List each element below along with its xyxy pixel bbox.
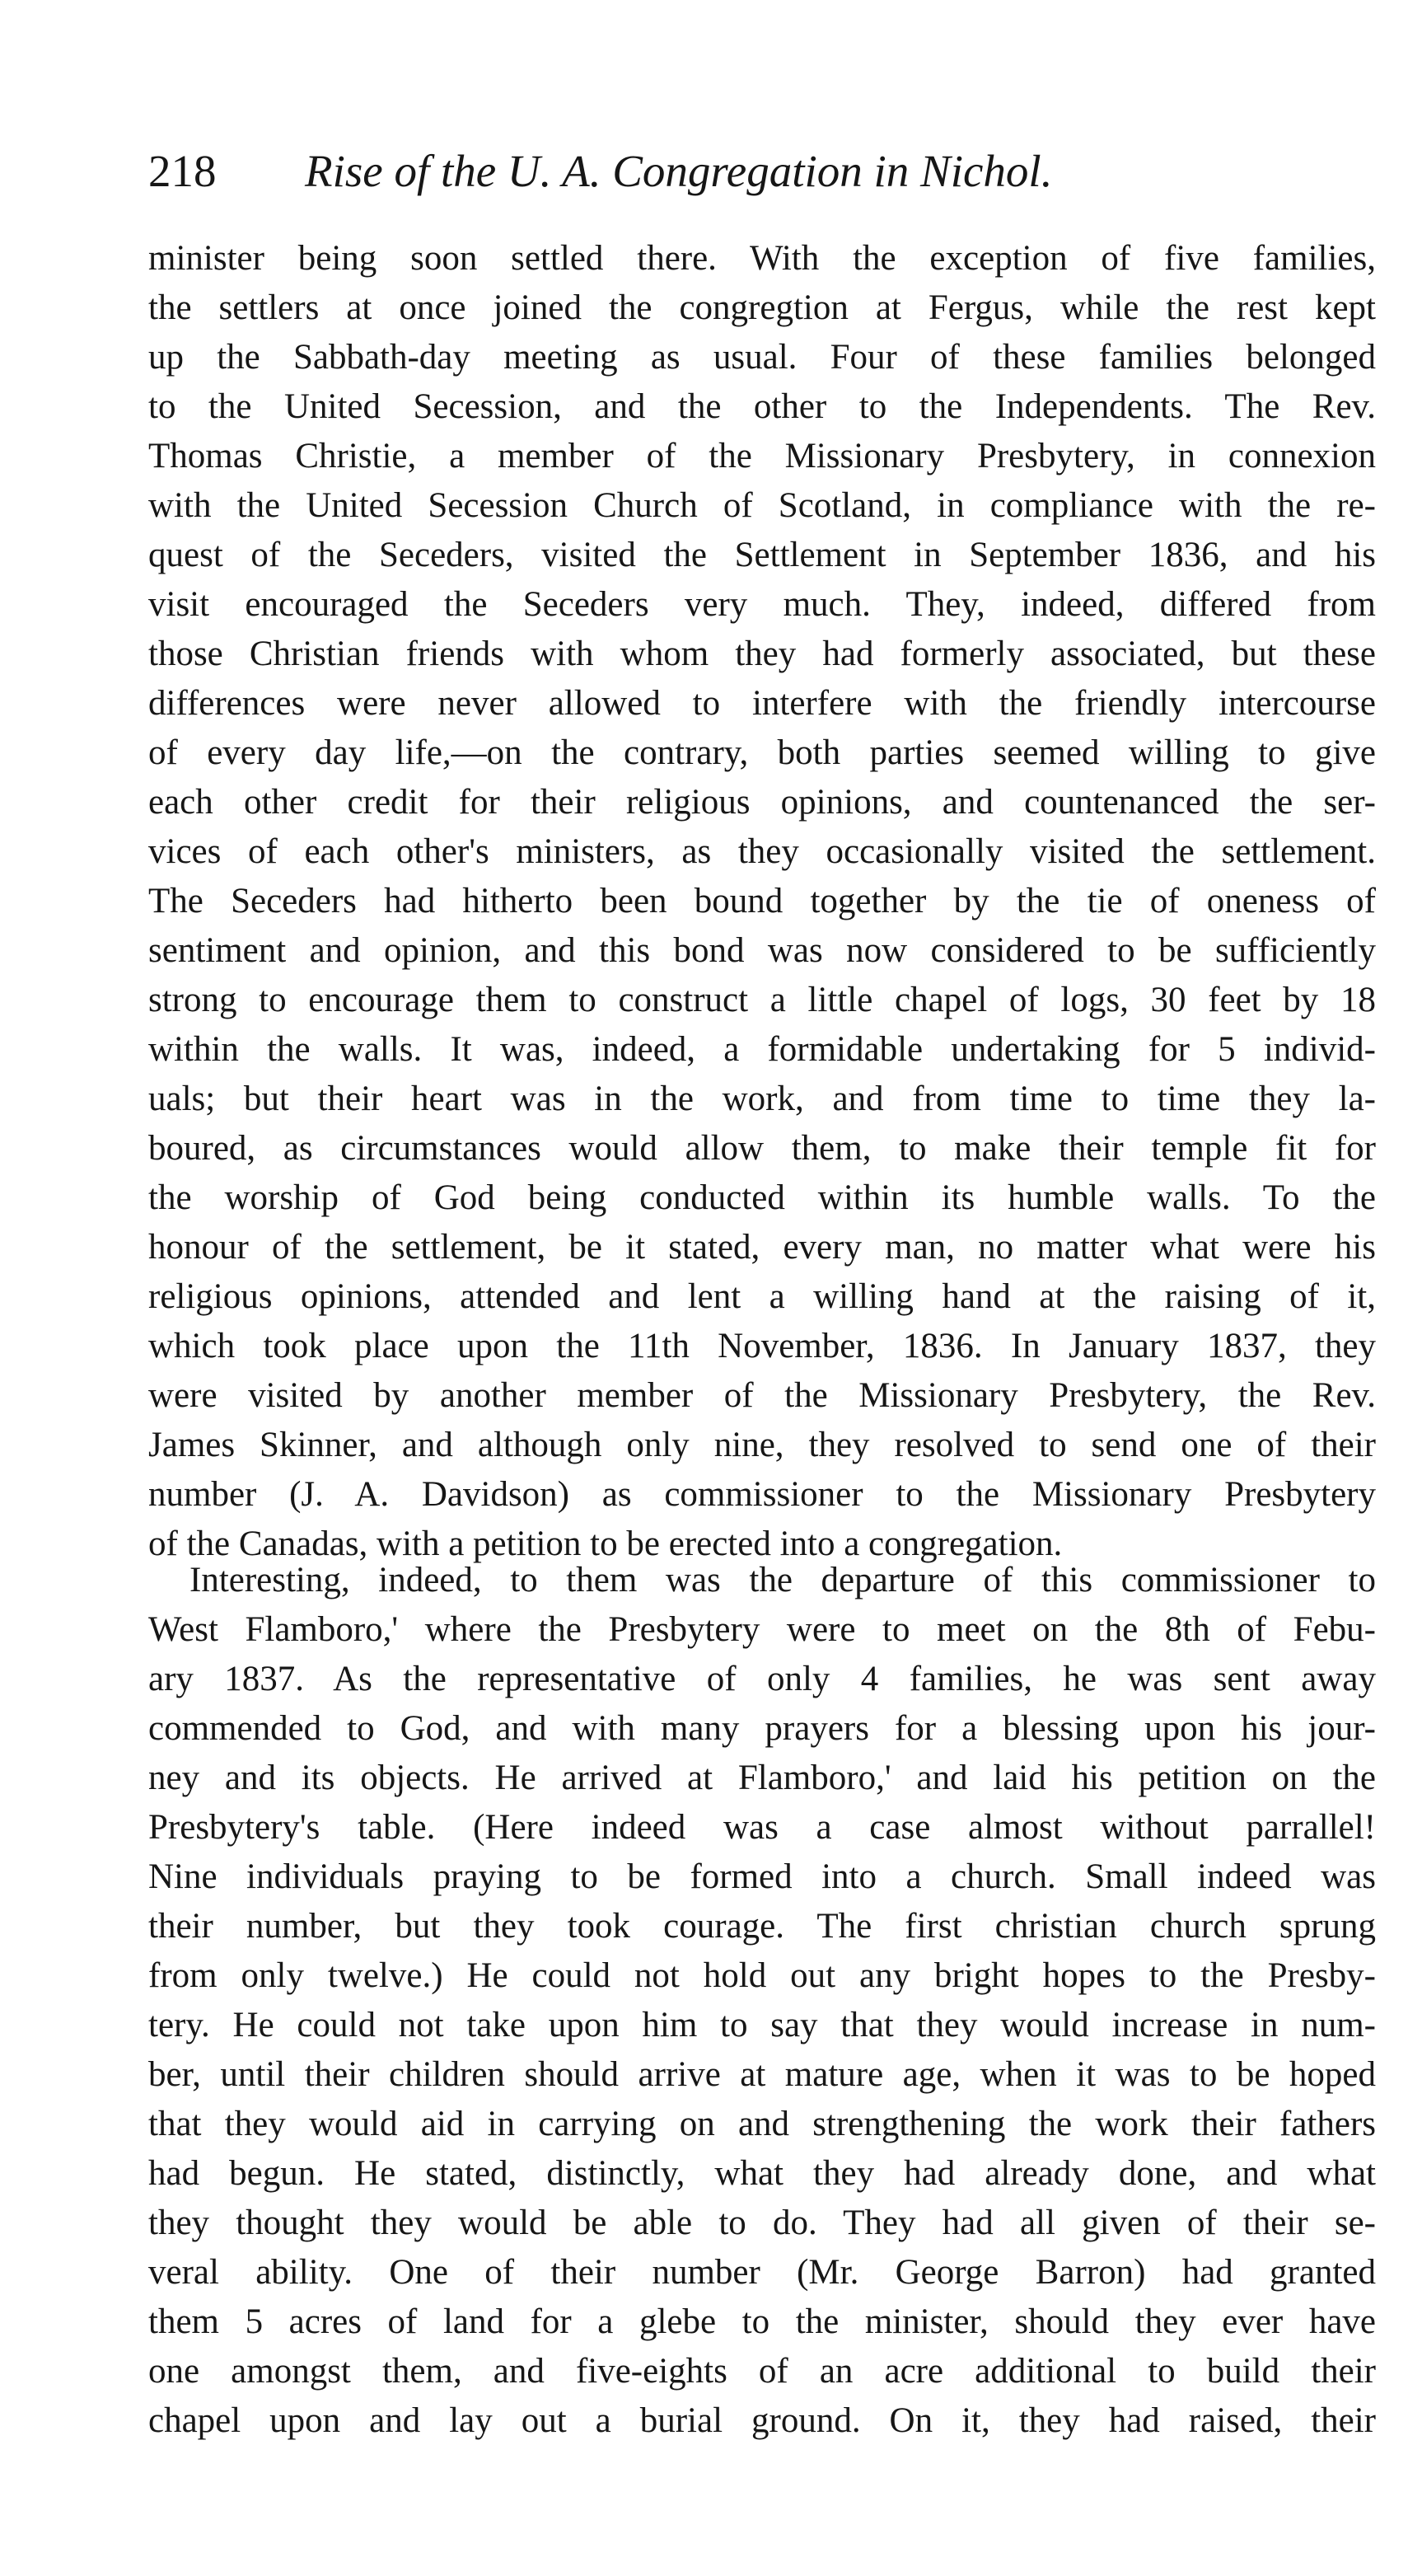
paragraph-1 bbox=[148, 234, 1376, 1569]
text-line: ary 1837. As the representative of only 4 families, he was sent away bbox=[148, 1660, 1376, 1698]
text-line: Nine individuals praying to be formed into a church. Small indeed was bbox=[148, 1857, 1376, 1896]
text-line: quest of the Seceders, visited the Settlement in September 1836, and his bbox=[148, 536, 1376, 574]
running-title: Rise of the U. A. Congregation in Nichol. bbox=[305, 146, 1053, 196]
text-line: visit encouraged the Seceders very much. They, indeed, differed from bbox=[148, 585, 1376, 624]
text-line: had begun. He stated, distinctly, what they had already done, and what bbox=[148, 2154, 1376, 2193]
text-line: Thomas Christie, a member of the Missionary Presbytery, in connexion bbox=[148, 437, 1376, 475]
text-line: from only twelve.) He could not hold out any bright hopes to the Presby- bbox=[148, 1956, 1376, 1995]
text-line: one amongst them, and five-eights of an acre additional to build their bbox=[148, 2352, 1376, 2391]
text-line: with the United Secession Church of Scotland, in compliance with the re- bbox=[148, 486, 1376, 525]
text-line: vices of each other's ministers, as they occasionally visited the settlement. bbox=[148, 832, 1376, 871]
text-line: were visited by another member of the Missionary Presbytery, the Rev. bbox=[148, 1376, 1376, 1415]
text-line: boured, as circumstances would allow them, to make their temple fit for bbox=[148, 1129, 1376, 1168]
text-line: the worship of God being conducted within its humble walls. To the bbox=[148, 1178, 1376, 1217]
text-line: strong to encourage them to construct a little chapel of logs, 30 feet by 18 bbox=[148, 981, 1376, 1019]
text-line: West Flamboro,' where the Presbytery were to meet on the 8th of Febu- bbox=[148, 1610, 1376, 1649]
text-line: within the walls. It was, indeed, a formidable undertaking for 5 individ- bbox=[148, 1030, 1376, 1069]
running-header bbox=[148, 138, 1219, 204]
paragraph-2 bbox=[148, 1556, 1376, 2446]
text-line: differences were never allowed to interfere with the friendly intercourse bbox=[148, 684, 1376, 723]
text-line: number (J. A. Davidson) as commissioner to the Missionary Presbytery bbox=[148, 1475, 1376, 1514]
text-line: Presbytery's table. (Here indeed was a case almost without parrallel! bbox=[148, 1808, 1376, 1847]
text-line: The Seceders had hitherto been bound together by the tie of oneness of bbox=[148, 882, 1376, 920]
text-line: tery. He could not take upon him to say that they would increase in num- bbox=[148, 2006, 1376, 2044]
text-line: honour of the settlement, be it stated, every man, no matter what were his bbox=[148, 1228, 1376, 1267]
text-line: uals; but their heart was in the work, and from time to time they la- bbox=[148, 1080, 1376, 1118]
text-line: sentiment and opinion, and this bond was now considered to be sufficiently bbox=[148, 931, 1376, 970]
text-line: veral ability. One of their number (Mr. George Barron) had granted bbox=[148, 2253, 1376, 2292]
text-line: of every day life,—on the contrary, both parties seemed willing to give bbox=[148, 733, 1376, 772]
text-line: to the United Secession, and the other to the Independents. The Rev. bbox=[148, 387, 1376, 426]
text-line: the settlers at once joined the congregtion at Fergus, while the rest kept bbox=[148, 288, 1376, 327]
text-line: minister being soon settled there. With the exception of five families, bbox=[148, 239, 1376, 278]
text-line: chapel upon and lay out a burial ground. On it, they had raised, their bbox=[148, 2401, 1376, 2440]
text-line: ber, until their children should arrive at mature age, when it was to be hoped bbox=[148, 2055, 1376, 2094]
text-line: ney and its objects. He arrived at Flamboro,' and laid his petition on the bbox=[148, 1759, 1376, 1797]
text-line: they thought they would be able to do. They had all given of their se- bbox=[148, 2204, 1376, 2242]
text-line: which took place upon the 11th November, 1836. In January 1837, they bbox=[148, 1327, 1376, 1365]
text-line: Interesting, indeed, to them was the departure of this commissioner to bbox=[189, 1561, 1376, 1599]
text-line: their number, but they took courage. The first christian church sprung bbox=[148, 1907, 1376, 1946]
text-line: that they would aid in carrying on and strengthening the work their fathers bbox=[148, 2105, 1376, 2143]
text-line: each other credit for their religious opinions, and countenanced the ser- bbox=[148, 783, 1376, 822]
text-line: up the Sabbath-day meeting as usual. Four of these families belonged bbox=[148, 338, 1376, 377]
page-number: 218 bbox=[148, 146, 217, 196]
text-line: religious opinions, attended and lent a willing hand at the raising of it, bbox=[148, 1277, 1376, 1316]
text-line: them 5 acres of land for a glebe to the minister, should they ever have bbox=[148, 2302, 1376, 2341]
text-line: those Christian friends with whom they had formerly associated, but these bbox=[148, 635, 1376, 673]
text-line: commended to God, and with many prayers for a blessing upon his jour- bbox=[148, 1709, 1376, 1748]
text-line: James Skinner, and although only nine, they resolved to send one of their bbox=[148, 1426, 1376, 1464]
text-line: of the Canadas, with a petition to be erected into a congregation. bbox=[148, 1525, 1063, 1563]
